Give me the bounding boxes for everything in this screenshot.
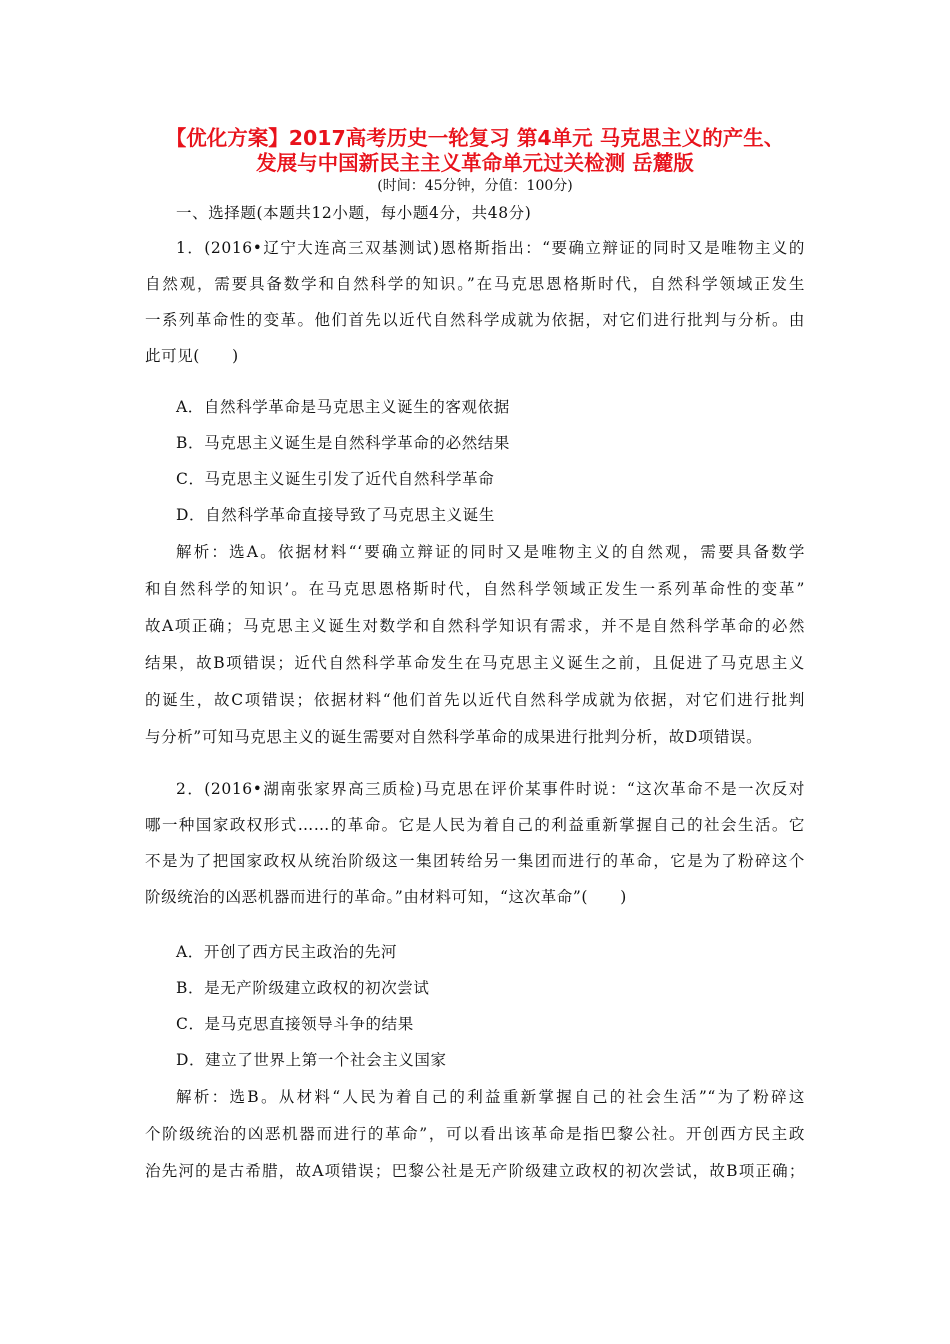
question-2-option-d: D．建立了世界上第一个社会主义国家 [176,1051,447,1069]
question-1-analysis-line-6: 与分析”可知马克思主义的诞生需要对自然科学革命的成果进行批判分析，故D项错误。 [145,728,763,746]
question-2-line-4: 阶级统治的凶恶机器而进行的革命。”由材料可知，“这次革命”( ) [145,888,627,906]
document-title-line-1: 【优化方案】2017高考历史一轮复习 第4单元 马克思主义的产生、 [165,126,785,150]
question-1-analysis-line-5: 的诞生，故C项错误；依据材料“他们首先以近代自然科学成就为依据，对它们进行批判 [145,691,805,709]
question-2-line-1: 2．(2016•湖南张家界高三质检)马克思在评价某事件时说：“这次革命不是一次反对 [176,780,805,798]
question-2-line-3: 不是为了把国家政权从统治阶级这一集团转给另一集团而进行的革命，它是为了粉碎这个 [145,852,805,870]
question-2-analysis-line-3: 治先河的是古希腊，故A项错误；巴黎公社是无产阶级建立政权的初次尝试，故B项正确； [145,1162,805,1180]
question-1-option-c: C．马克思主义诞生引发了近代自然科学革命 [176,470,495,488]
question-1-analysis-line-2: 和自然科学的知识’。在马克思恩格斯时代，自然科学领域正发生一系列革命性的变革” [145,580,805,598]
question-1-line-1: 1．(2016•辽宁大连高三双基测试)恩格斯指出：“要确立辩证的同时又是唯物主义的 [176,239,805,257]
question-2-analysis-line-2: 个阶级统治的凶恶机器而进行的革命”，可以看出该革命是指巴黎公社。开创西方民主政 [145,1125,805,1143]
question-1-option-b: B．马克思主义诞生是自然科学革命的必然结果 [176,434,510,452]
question-2-option-a: A．开创了西方民主政治的先河 [176,943,398,961]
question-1-option-d: D．自然科学革命直接导致了马克思主义诞生 [176,506,495,524]
question-1-analysis-line-4: 结果，故B项错误；近代自然科学革命发生在马克思主义诞生之前，且促进了马克思主义 [145,654,805,672]
question-1-line-2: 自然观，需要具备数学和自然科学的知识。”在马克思恩格斯时代，自然科学领域正发生 [145,275,805,293]
question-1-option-a: A．自然科学革命是马克思主义诞生的客观依据 [176,398,510,416]
question-2-line-2: 哪一种国家政权形式……的革命。它是人民为着自己的利益重新掌握自己的社会生活。它 [145,816,805,834]
exam-time-and-score: (时间：45分钟，分值：100分) [377,178,573,194]
document-title-line-2: 发展与中国新民主主义革命单元过关检测 岳麓版 [256,151,694,175]
question-1-line-3: 一系列革命性的变革。他们首先以近代自然科学成就为依据，对它们进行批判与分析。由 [145,311,805,329]
question-2-option-c: C．是马克思直接领导斗争的结果 [176,1015,414,1033]
question-1-line-4: 此可见( ) [145,347,239,365]
question-1-analysis-line-3: 故A项正确；马克思主义诞生对数学和自然科学知识有需求，并不是自然科学革命的必然 [145,617,805,635]
question-2-option-b: B．是无产阶级建立政权的初次尝试 [176,979,430,997]
question-1-analysis-line-1: 解析：选A。依据材料“‘要确立辩证的同时又是唯物主义的自然观，需要具备数学 [176,543,805,561]
question-2-analysis-line-1: 解析：选B。从材料“人民为着自己的利益重新掌握自己的社会生活”“为了粉碎这 [176,1088,805,1106]
section-heading: 一、选择题(本题共12小题，每小题4分，共48分) [176,204,532,222]
